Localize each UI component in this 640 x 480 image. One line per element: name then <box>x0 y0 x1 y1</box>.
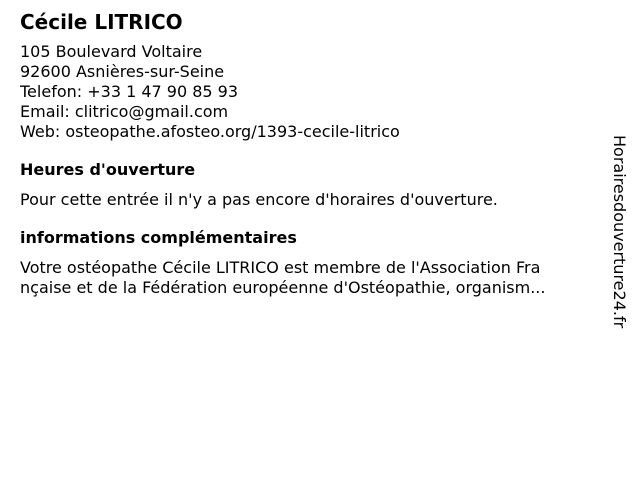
site-watermark-text: Horairesdouverture24.fr <box>610 135 629 329</box>
address-street: 105 Boulevard Voltaire <box>20 42 203 61</box>
address-city: 92600 Asnières-sur-Seine <box>20 62 225 81</box>
site-watermark <box>600 135 640 375</box>
additional-info-line-2: nçaise et de la Fédération européenne d'Ostéopathie, organism... <box>20 278 546 297</box>
opening-hours-text: Pour cette entrée il n'y a pas encore d'horaires d'ouverture. <box>20 190 498 209</box>
additional-info-heading: informations complémentaires <box>20 228 297 247</box>
phone-number: Telefon: +33 1 47 90 85 93 <box>20 82 239 101</box>
opening-hours-heading: Heures d'ouverture <box>20 160 196 179</box>
additional-info-line-1: Votre ostéopathe Cécile LITRICO est membre de l'Association Fra <box>20 258 541 277</box>
entry-card <box>20 10 595 298</box>
page-title: Cécile LITRICO <box>20 10 183 34</box>
website-link: Web: osteopathe.afosteo.org/1393-cecile-litrico <box>20 122 400 141</box>
email-address: Email: clitrico@gmail.com <box>20 102 229 121</box>
